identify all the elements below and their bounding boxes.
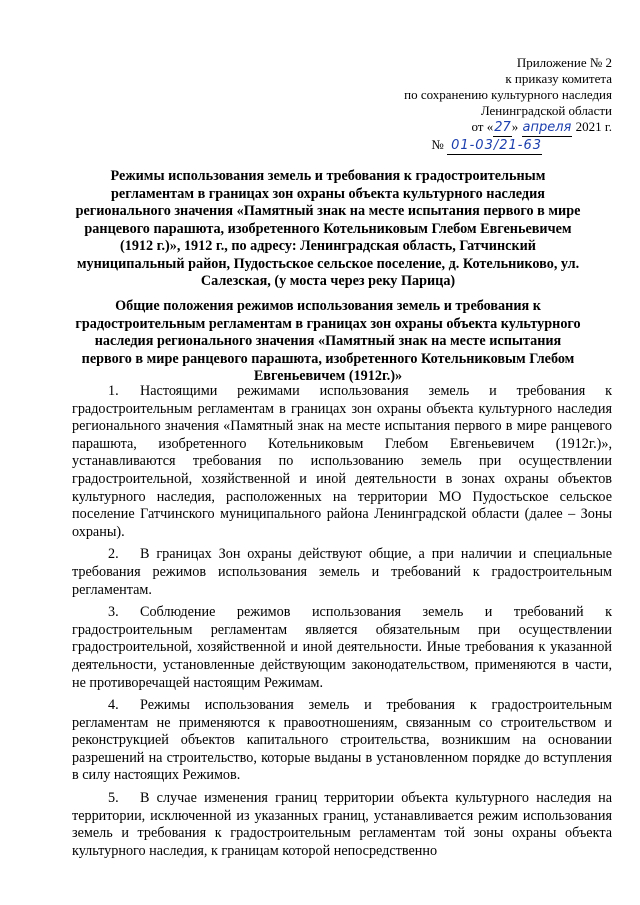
handwritten-day: 27 xyxy=(494,120,511,135)
paragraph-number: 2. xyxy=(108,546,119,563)
paragraph-text: В случае изменения границ территории объекта культурного наследия на территории, исключенной из указанных границ, устанавливается режим использования земель и требования к градостроительным регламентам той зоны охраны объекта культурного наследия, к границам которой непосредственно xyxy=(72,790,612,859)
paragraph-number: 4. xyxy=(108,697,119,714)
date-prefix: от « xyxy=(471,119,494,134)
numbered-paragraph xyxy=(72,604,612,692)
paragraph-number: 1. xyxy=(108,383,119,399)
paragraph-text: Режимы использования земель и требования к градостроительным регламентам не применяются к правоотношениям, связанным со строительством и реконструкцией объектов капитального строительства, возникшим на основании разрешений на строительство, которые выданы в установленном порядке до вступления в силу настоящих Режимов. xyxy=(72,697,612,784)
appendix-line: Приложение № 2 xyxy=(516,55,612,70)
document-body xyxy=(72,383,612,865)
appendix-header xyxy=(312,55,612,155)
handwritten-order-number: 01-03/21-63 xyxy=(447,138,542,155)
paragraph-number: 5. xyxy=(108,790,119,807)
number-prefix: № xyxy=(431,137,448,152)
numbered-paragraph xyxy=(72,790,612,860)
order-number-line xyxy=(312,137,542,155)
appendix-line: по сохранению культурного наследия xyxy=(404,87,612,102)
date-suffix: 2021 г. xyxy=(572,119,612,134)
appendix-line: к приказу комитета xyxy=(505,71,612,86)
handwritten-month: апреля xyxy=(522,120,572,135)
numbered-paragraph xyxy=(72,697,612,785)
order-date-line xyxy=(312,119,612,137)
paragraph-text: Соблюдение режимов использования земель и требований к градостроительным регламентам является обязательным при осуществлении градостроительной, хозяйственной и иной деятельности. Иные требования к указанной деятельности, установленные действующим законодательством, применяются в части, не противоречащей настоящим Режимам. xyxy=(72,604,612,691)
appendix-line: Ленинградской области xyxy=(480,103,612,118)
paragraph-text: В границах Зон охраны действуют общие, а при наличии и специальные требования режимов использования земель и требований к градостроительным регламентам. xyxy=(72,546,612,598)
numbered-paragraph xyxy=(72,546,612,599)
document-title: Режимы использования земель и требования к градостроительным регламентам в границах зон охраны объекта культурного наследия регионального значения «Памятный знак на месте испытания первого в мире ранцевого парашюта, изобретенного Котельниковым Глебом Евгеньевичем (1912 г.)», 1912 г., по адресу: Ленинградская область, Гатчинский муниципальный район, Пудостьское сельское поселение, д. Котельниково, ул. Салезская, (у моста через реку Парица) xyxy=(75,168,581,289)
paragraph-text: Настоящими режимами использования земель и требования к градостроительным регламентам в границах зон охраны объекта культурного наследия регионального значения «Памятный знак на месте испытания первого в мире ранцевого парашюта, изобретенного Котельниковым Глебом Евгеньевичем (1912г.)», устанавливаются требования по использованию земель при осуществлении градостроительной, хозяйственной и иной деятельности в зонах охраны объектов культурного наследия, расположенных на территории МО Пудостьское сельское поселение Гатчинского муниципального района Ленинградской области (далее – Зоны охраны). xyxy=(72,383,612,540)
date-mid: » xyxy=(511,119,522,134)
section-heading: Общие положения режимов использования земель и требования к градостроительным регламентам в границах зон охраны объекта культурного наследия регионального значения «Памятный знак на месте испытания первого в мире ранцевого парашюта, изобретенного Котельниковым Глебом Евгеньевичем (1912г.)» xyxy=(75,298,581,384)
paragraph-number: 3. xyxy=(108,604,119,621)
numbered-paragraph xyxy=(72,383,612,541)
